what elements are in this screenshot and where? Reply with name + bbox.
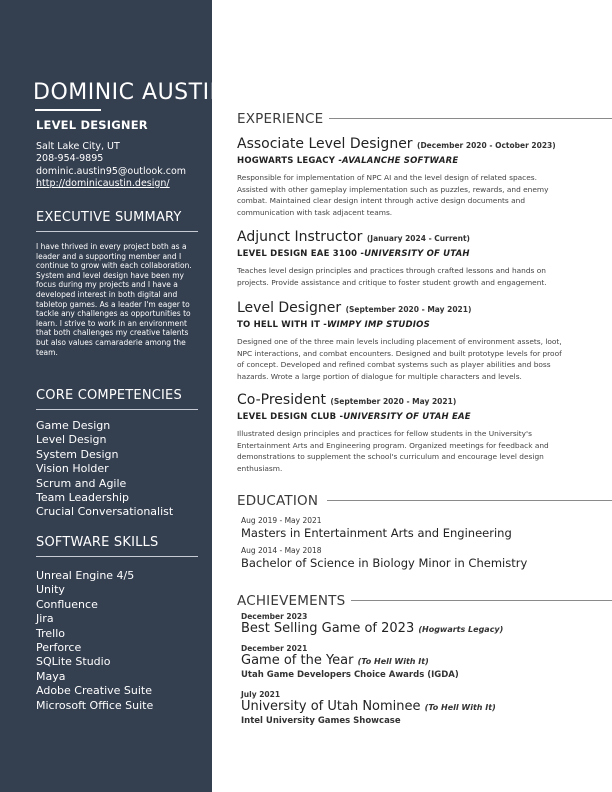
job-title: Co-President (September 2020 - May 2021)	[237, 392, 457, 408]
education-dates: Aug 2019 - May 2021	[241, 516, 322, 525]
job-dates: (September 2020 - May 2021)	[345, 305, 472, 314]
name-underline	[35, 109, 101, 111]
contact-website-link[interactable]: http://dominicaustin.design/	[36, 177, 170, 189]
job-title: Adjunct Instructor (January 2024 - Current)	[237, 229, 470, 245]
education-heading: EDUCATION	[237, 493, 319, 509]
experience-divider	[329, 118, 612, 119]
job-organization: LEVEL DESIGN EAE 3100 -UNIVERSITY OF UTAH	[237, 249, 470, 259]
software-item: Adobe Creative Suite	[36, 684, 152, 698]
achievement-organization: Intel University Games Showcase	[241, 716, 401, 726]
achievements-divider	[351, 600, 612, 601]
education-degree: Masters in Entertainment Arts and Engineering	[241, 526, 512, 540]
competency-item: Team Leadership	[36, 491, 130, 505]
achievements-heading: ACHIEVEMENTS	[237, 593, 346, 609]
competency-item: Crucial Conversationalist	[36, 505, 174, 519]
candidate-title: LEVEL DESIGNER	[36, 118, 148, 132]
software-item: Maya	[36, 669, 66, 683]
software-item: Trello	[36, 626, 65, 640]
job-description: Designed one of the three main levels including placement of environment assets, loot, NPC interactions, and combat encounters. Designed and built prototype levels for proof of concept. Developed and refined combat systems such as player abilities and boss hazards. Wrote a large portion of dialogue for multiple characters and levels.	[237, 337, 562, 381]
achievement-title: Game of the Year (To Hell With It)	[241, 653, 429, 668]
software-skills-divider	[36, 556, 198, 557]
contact-email[interactable]: dominic.austin95@outlook.com	[36, 165, 187, 177]
candidate-name: DOMINIC AUSTIN	[33, 80, 227, 105]
core-competencies-heading: CORE COMPETENCIES	[36, 388, 182, 403]
achievement-title: University of Utah Nominee (To Hell With It)	[241, 699, 496, 714]
job-dates: (September 2020 - May 2021)	[330, 397, 457, 406]
achievement-note: (To Hell With It)	[424, 703, 496, 712]
education-divider	[327, 500, 612, 501]
achievement-date: December 2021	[241, 644, 308, 653]
achievement-note: (To Hell With It)	[357, 657, 429, 666]
competency-item: Level Design	[36, 433, 107, 447]
contact-block	[36, 141, 186, 190]
sidebar	[0, 0, 227, 792]
software-skills-list	[36, 569, 153, 713]
software-item: SQLite Studio	[36, 655, 111, 669]
software-item: Unreal Engine 4/5	[36, 569, 135, 582]
achievement-note: (Hogwarts Legacy)	[418, 625, 504, 634]
software-item: Jira	[36, 612, 54, 626]
executive-summary-text: I have thrived in every project both as a leader and a supporting member and I continue to grow with each collaboration. System and level design have been my focus during my projects and I have a developed interest in both digital and tabletop games. As a leader I'm eager to tackle any challenges as opportunities to learn. I strive to work in an environment that both challenges my creative talents but also values camaraderie among the team.	[36, 242, 192, 357]
executive-summary-divider	[36, 231, 198, 232]
main-content	[237, 0, 612, 792]
job-organization: TO HELL WITH IT -WIMPY IMP STUDIOS	[237, 320, 430, 330]
job-description: Responsible for implementation of NPC AI and the level design of related spaces. Assisted with other gameplay implementation such as puzzles, rewards, and enemy combat. Maintained clear design intent through active design documents and communication with task adjacent teams.	[237, 173, 549, 217]
achievement-date: July 2021	[241, 690, 281, 699]
education-dates: Aug 2014 - May 2018	[241, 546, 322, 555]
competency-item: Scrum and Agile	[36, 476, 127, 490]
experience-heading: EXPERIENCE	[237, 111, 324, 127]
job-dates: (December 2020 - October 2023)	[417, 141, 556, 150]
job-organization: LEVEL DESIGN CLUB -UNIVERSITY OF UTAH EAE	[237, 412, 471, 422]
core-competencies-divider	[36, 409, 198, 410]
competency-item: System Design	[36, 447, 119, 461]
software-item: Perforce	[36, 641, 82, 655]
job-description: Illustrated design principles and practices for fellow students in the University's Entertainment Arts and Engineering program. Organized meetings for feedback and demonstrations to supplement the school's curriculum and encourage level design enthusiasm.	[237, 429, 549, 473]
job-title: Level Designer (September 2020 - May 2021)	[237, 300, 472, 316]
competency-item: Vision Holder	[36, 462, 109, 476]
contact-phone[interactable]: 208-954-9895	[36, 153, 104, 165]
job-dates: (January 2024 - Current)	[366, 234, 470, 243]
achievement-organization: Utah Game Developers Choice Awards (IGDA)	[241, 670, 459, 680]
software-item: Microsoft Office Suite	[36, 698, 154, 712]
achievement-title: Best Selling Game of 2023 (Hogwarts Legacy)	[241, 621, 504, 636]
education-degree: Bachelor of Science in Biology Minor in Chemistry	[241, 556, 528, 570]
job-organization: HOGWARTS LEGACY -AVALANCHE SOFTWARE	[237, 156, 459, 166]
software-skills-heading: SOFTWARE SKILLS	[36, 535, 159, 550]
core-competencies-list	[36, 419, 173, 520]
executive-summary-heading: EXECUTIVE SUMMARY	[36, 210, 182, 225]
job-description: Teaches level design principles and practices through crafted lessons and hands on projects. Provide assistance and critique to foster student growth and engagement.	[237, 266, 547, 287]
contact-location: Salt Lake City, UT	[36, 141, 120, 152]
software-item: Unity	[36, 583, 65, 597]
job-title: Associate Level Designer (December 2020 - October 2023)	[237, 136, 556, 152]
software-item: Confluence	[36, 597, 98, 611]
competency-item: Game Design	[36, 419, 111, 432]
achievement-date: December 2023	[241, 612, 308, 621]
